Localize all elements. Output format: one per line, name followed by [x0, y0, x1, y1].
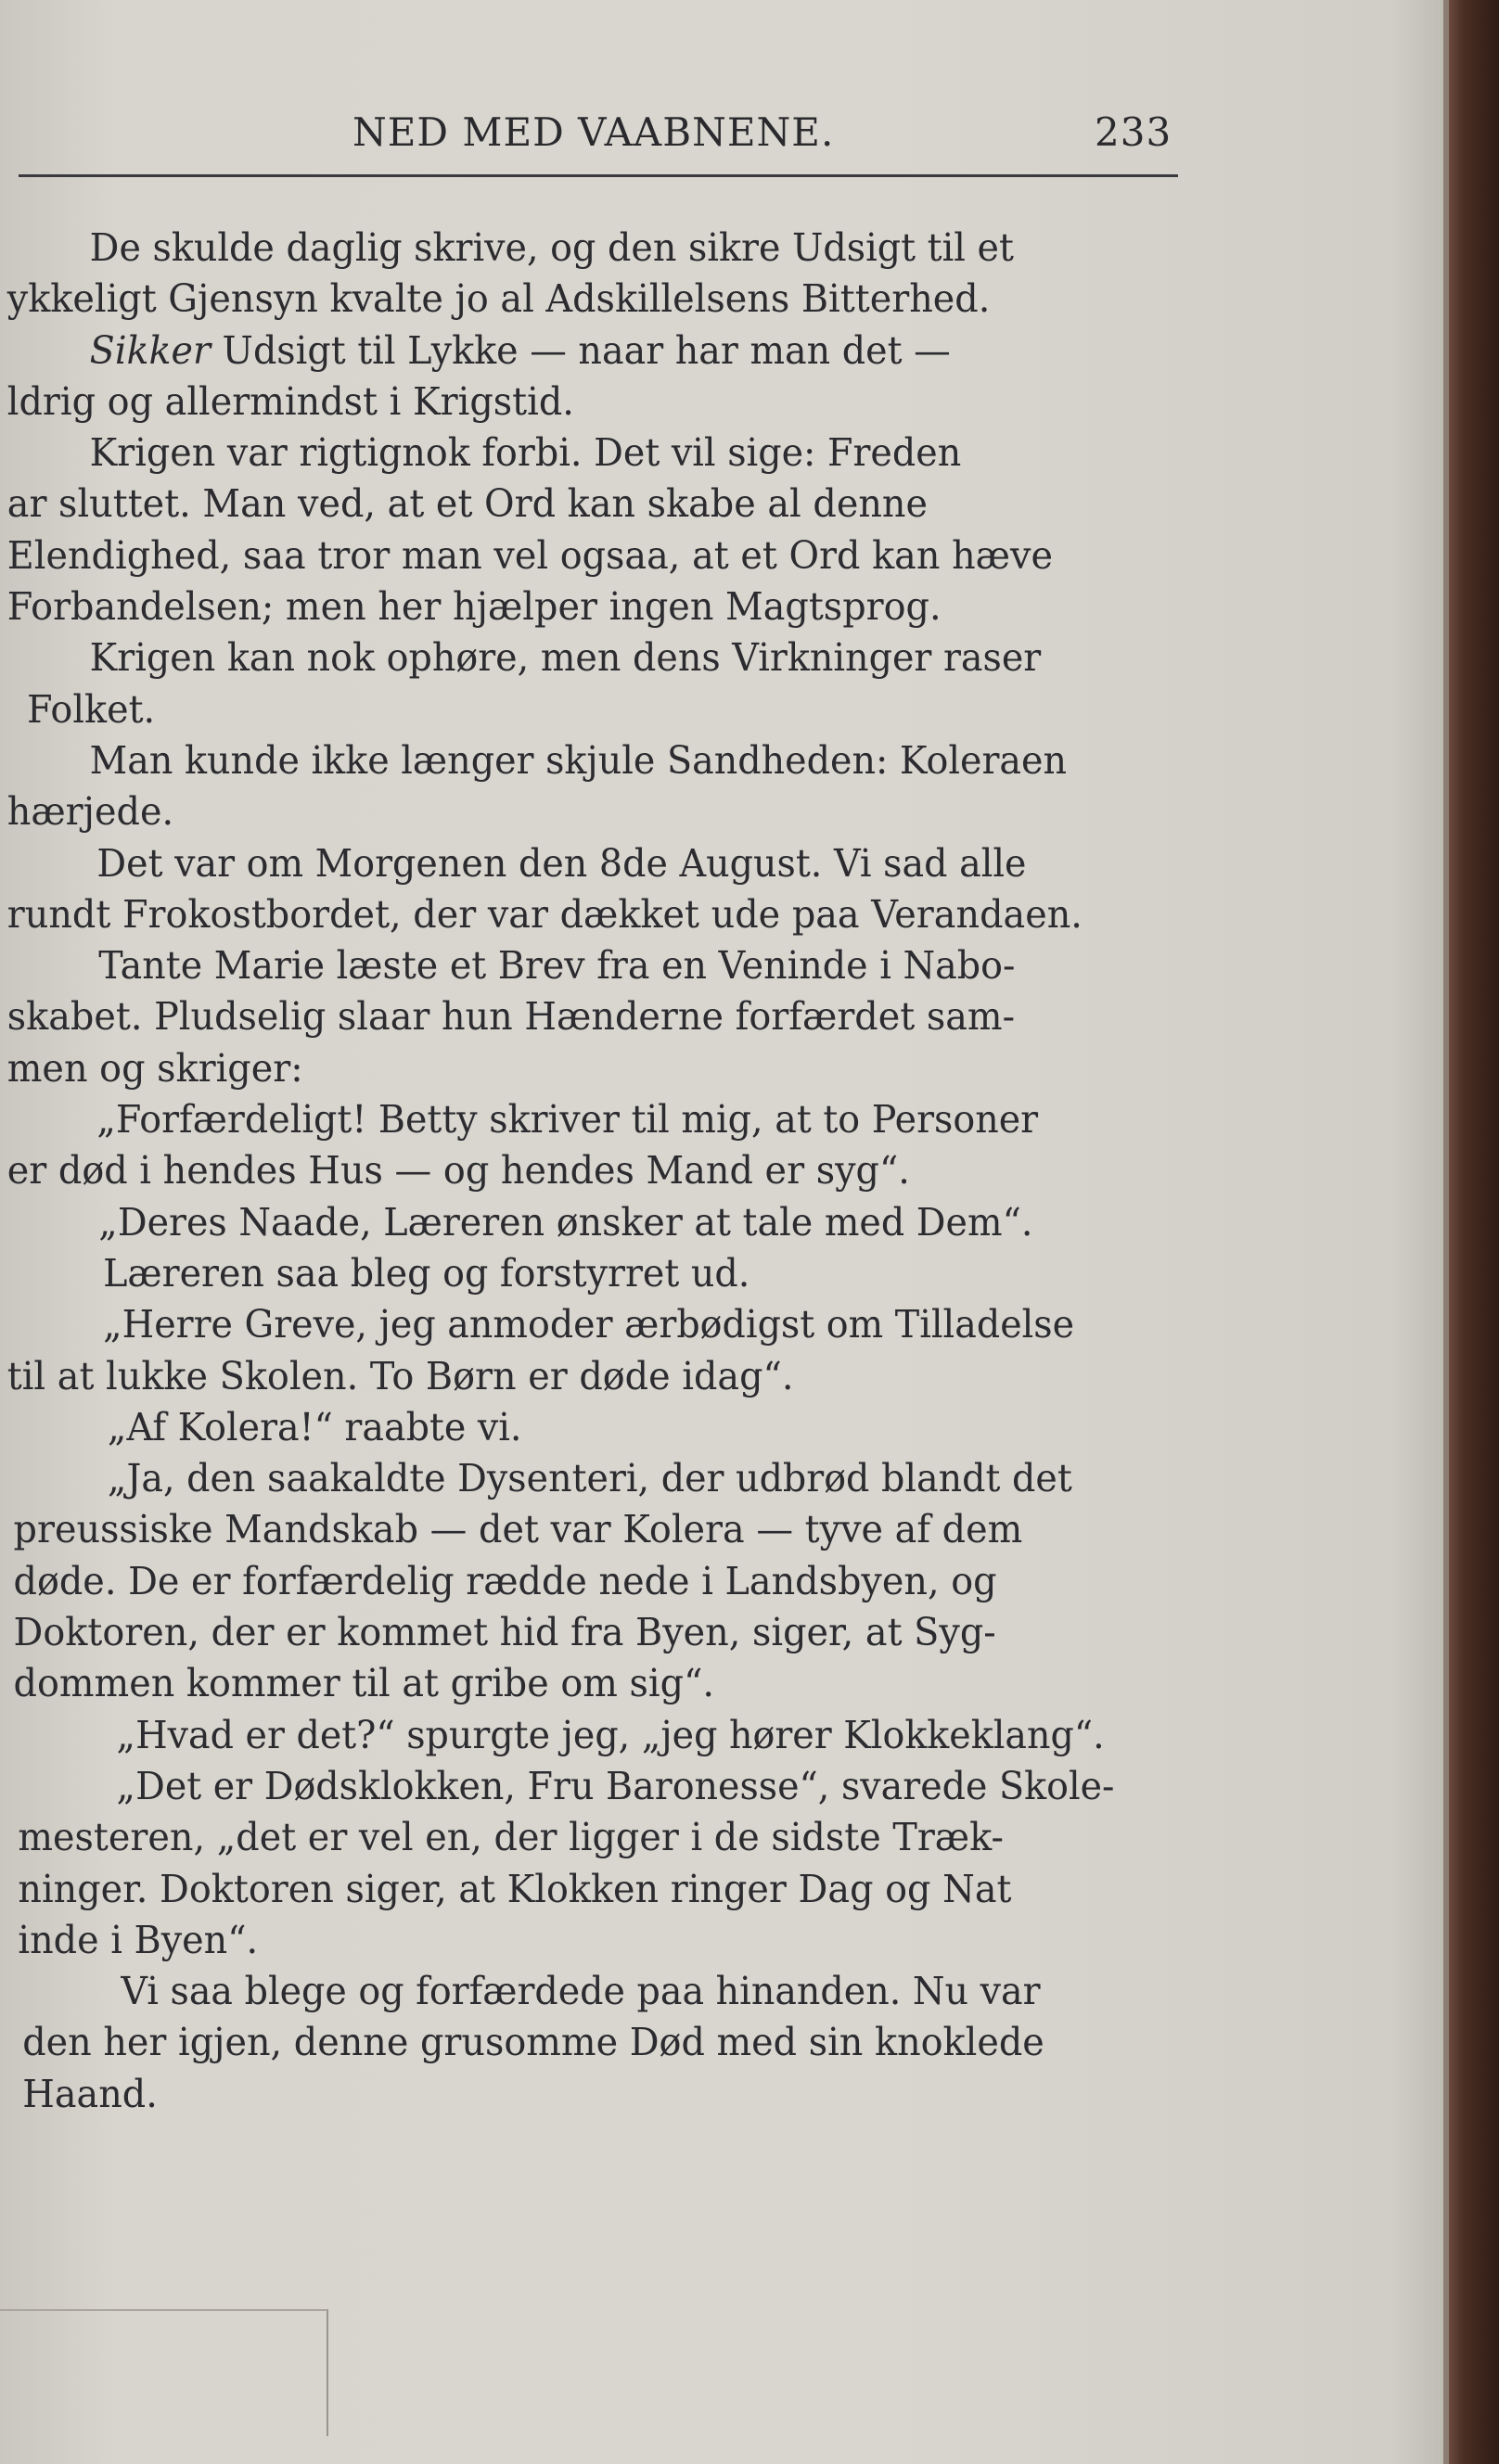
- text-line: Krigen kan nok ophøre, men dens Virkninger raser: [89, 635, 1042, 681]
- text-line: preussiske Mandskab — det var Kolera — tyve af dem: [13, 1507, 1023, 1552]
- text-line: Krigen var rigtignok forbi. Det vil sige: Freden: [89, 430, 962, 476]
- text-line: men og skriger:: [6, 1045, 303, 1091]
- text-line: Sikker Udsigt til Lykke — naar har man det —: [89, 327, 951, 373]
- text-line: ar sluttet. Man ved, at et Ord kan skabe al denne: [6, 481, 929, 527]
- text-line: „Deres Naade, Læreren ønsker at tale med Dem“.: [98, 1199, 1033, 1245]
- text-line: inde i Byen“.: [18, 1917, 259, 1962]
- text-line: Man kunde ikke længer skjule Sandheden: Koleraen: [89, 737, 1068, 783]
- text-line: til at lukke Skolen. To Børn er døde idag“.: [6, 1353, 794, 1398]
- text-line: Tante Marie læste et Brev fra en Veninde i Nabo-: [98, 943, 1016, 989]
- page-number: 233: [1095, 109, 1172, 155]
- text-line: „Hvad er det?“ spurgte jeg, „jeg hører Klokkeklang“.: [116, 1712, 1105, 1757]
- text-line: døde. De er forfærdelig rædde nede i Landsbyen, og: [13, 1558, 997, 1603]
- text-line: ykkeligt Gjensyn kvalte jo al Adskillelsens Bitterhed.: [6, 276, 991, 322]
- text-line: ldrig og allermindst i Krigstid.: [6, 378, 574, 424]
- text-line: skabet. Pludselig slaar hun Hænderne forfærdet sam-: [6, 994, 1016, 1040]
- text-line: Det var om Morgenen den 8de August. Vi sad alle: [96, 840, 1027, 886]
- text-line: mesteren, „det er vel en, der ligger i de sidste Træk-: [18, 1815, 1004, 1860]
- text-line: Forbandelsen; men her hjælper ingen Magtsprog.: [6, 584, 942, 630]
- text-line: den her igjen, denne grusomme Død med sin knoklede: [22, 2020, 1044, 2065]
- text-line: ninger. Doktoren siger, at Klokken ringer Dag og Nat: [18, 1866, 1012, 1911]
- text-line: Haand.: [22, 2071, 158, 2116]
- running-title: NED MED VAABNENE.: [352, 109, 835, 155]
- text-line: „Ja, den saakaldte Dysenteri, der udbrød blandt det: [107, 1456, 1072, 1501]
- header-rule: [19, 174, 1178, 177]
- text-line: dommen kommer til at gribe om sig“.: [13, 1661, 715, 1706]
- text-line: „Af Kolera!“ raabte vi.: [107, 1404, 522, 1449]
- text-line: Folket.: [27, 686, 156, 732]
- page-header: [0, 109, 1206, 165]
- library-stamp-box: [0, 2309, 328, 2436]
- text-line: rundt Frokostbordet, der var dækket ude paa Verandaen.: [6, 891, 1083, 937]
- book-binding: [1449, 0, 1499, 2464]
- text-line: Doktoren, der er kommet hid fra Byen, siger, at Syg-: [13, 1610, 996, 1655]
- text-line: „Forfærdeligt! Betty skriver til mig, at to Personer: [96, 1097, 1039, 1143]
- text-line: „Det er Dødsklokken, Fru Baronesse“, svarede Skole-: [116, 1763, 1115, 1808]
- text-line: Vi saa blege og forfærdede paa hinanden. Nu var: [121, 1969, 1041, 2014]
- body-text: [0, 223, 1206, 2120]
- text-line: De skulde daglig skrive, og den sikre Udsigt til et: [89, 225, 1014, 270]
- text-line: Læreren saa bleg og forstyrret ud.: [103, 1250, 750, 1296]
- text-line: er død i hendes Hus — og hendes Mand er syg“.: [6, 1148, 910, 1194]
- text-line: „Herre Greve, jeg anmoder ærbødigst om Tilladelse: [103, 1302, 1075, 1347]
- text-line: Elendighed, saa tror man vel ogsaa, at et Ord kan hæve: [6, 532, 1053, 578]
- text-line: hærjede.: [6, 789, 174, 835]
